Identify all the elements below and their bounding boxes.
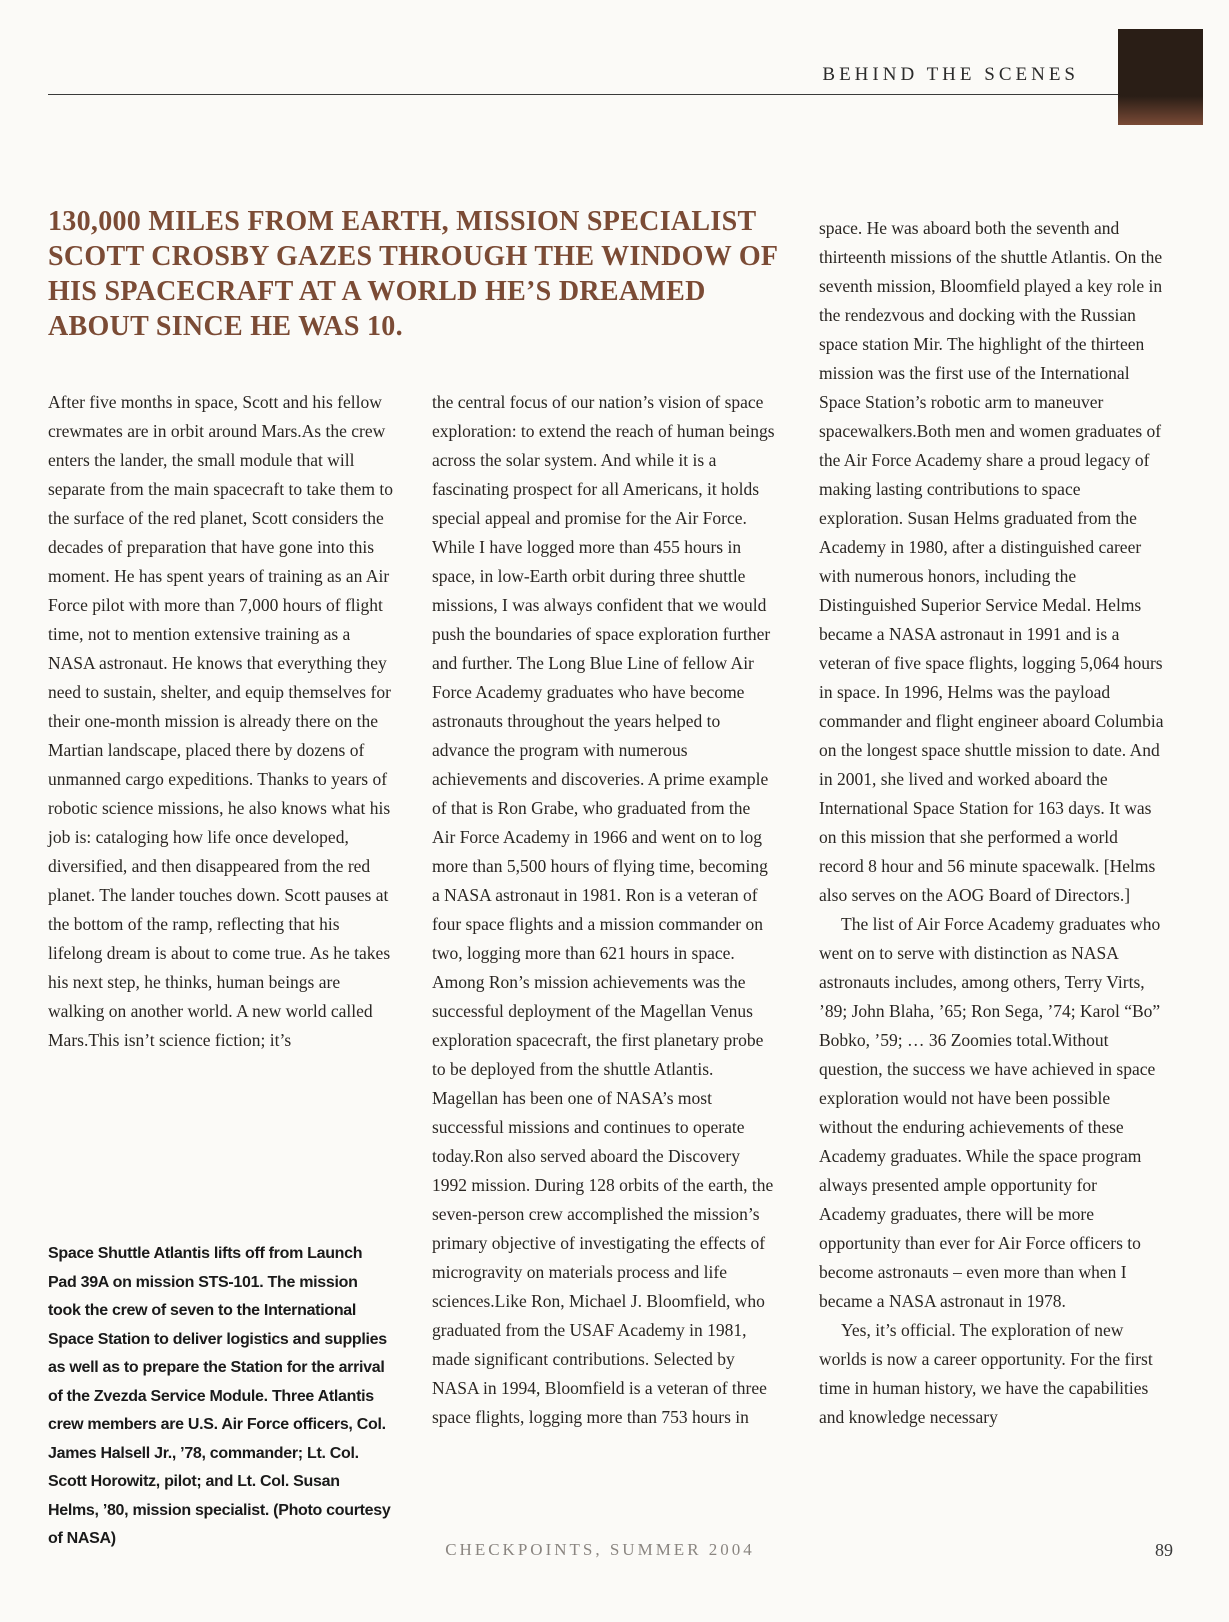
body-column-3 <box>819 214 1164 1432</box>
body-column-2 <box>432 388 777 1432</box>
body-paragraph: Yes, it’s official. The exploration of new worlds is now a career opportunity. For the first time in human history, we have the capabilities and knowledge necessary <box>819 1320 1153 1427</box>
article-headline: 130,000 MILES FROM EARTH, MISSION SPECIALIST SCOTT CROSBY GAZES THROUGH THE WINDOW OF HIS SPACECRAFT AT A WORLD HE’S DREAMED ABOUT SINCE HE WAS 10. <box>48 206 778 342</box>
body-column-1 <box>48 388 393 1055</box>
section-label: BEHIND THE SCENES <box>822 64 1079 85</box>
body-paragraph: After five months in space, Scott and his fellow crewmates are in orbit around Mars.As the crew enters the lander, the small module that will separate from the main spacecraft to take them to the surface of the red planet, Scott considers the decades of preparation that have gone into this moment. He has spent years of training as an Air Force pilot with more than 7,000 hours of flight time, not to mention extensive training as a NASA astronaut. He knows that everything they need to sustain, shelter, and equip themselves for their one-month mission is already there on the Martian landscape, placed there by dozens of unmanned cargo expeditions. Thanks to years of robotic science missions, he also knows what his job is: cataloging how life once developed, diversified, and then disappeared from the red planet. The lander touches down. Scott pauses at the bottom of the ramp, reflecting that his lifelong dream is about to come true. As he takes his next step, he thinks, human beings are walking on another world. A new world called Mars.This isn’t science fiction; it’s <box>48 392 393 1050</box>
publication-footer: CHECKPOINTS, SUMMER 2004 <box>445 1540 755 1559</box>
photo-caption: Space Shuttle Atlantis lifts off from Launch Pad 39A on mission STS-101. The mission took the crew of seven to the International Space Station to deliver logistics and supplies as well as to prepare the Station for the arrival of the Zvezda Service Module. Three Atlantis crew members are U.S. Air Force officers, Col. James Halsell Jr., ’78, commander; Lt. Col. Scott Horowitz, pilot; and Lt. Col. Susan Helms, ’80, mission specialist. (Photo courtesy of NASA) <box>48 1245 391 1547</box>
section-tab-marker <box>1118 29 1203 125</box>
page-number: 89 <box>1155 1540 1173 1560</box>
body-paragraph: the central focus of our nation’s vision of space exploration: to extend the reach of human beings across the solar system. And while it is a fascinating prospect for all Americans, it holds special appeal and promise for the Air Force. While I have logged more than 455 hours in space, in low-Earth orbit during three shuttle missions, I was always confident that we would push the boundaries of space exploration further and further. The Long Blue Line of fellow Air Force Academy graduates who have become astronauts throughout the years helped to advance the program with numerous achievements and discoveries. A prime example of that is Ron Grabe, who graduated from the Air Force Academy in 1966 and went on to log more than 5,500 hours of flying time, becoming a NASA astronaut in 1981. Ron is a veteran of four space flights and a mission commander on two, logging more than 621 hours in space. Among Ron’s mission achievements was the successful deployment of the Magellan Venus exploration spacecraft, the first planetary probe to be deployed from the shuttle Atlantis. Magellan has been one of NASA’s most successful missions and continues to operate today.Ron also served aboard the Discovery 1992 mission. During 128 orbits of the earth, the seven-person crew accomplished the mission’s primary objective of investigating the effects of microgravity on materials process and life sciences.Like Ron, Michael J. Bloomfield, who graduated from the USAF Academy in 1981, made significant contributions. Selected by NASA in 1994, Bloomfield is a veteran of three space flights, logging more than 753 hours in <box>432 392 775 1427</box>
body-paragraph: space. He was aboard both the seventh and thirteenth missions of the shuttle Atlantis. On the seventh mission, Bloomfield played a key role in the rendezvous and docking with the Russian space station Mir. The highlight of the thirteen mission was the first use of the International Space Station’s robotic arm to maneuver spacewalkers.Both men and women graduates of the Air Force Academy share a proud legacy of making lasting contributions to space exploration. Susan Helms graduated from the Academy in 1980, after a distinguished career with numerous honors, including the Distinguished Superior Service Medal. Helms became a NASA astronaut in 1991 and is a veteran of five space flights, logging 5,064 hours in space. In 1996, Helms was the payload commander and flight engineer aboard Columbia on the longest space shuttle mission to date. And in 2001, she lived and worked aboard the International Space Station for 163 days. It was on this mission that she performed a world record 8 hour and 56 minute spacewalk. [Helms also serves on the AOG Board of Directors.] <box>819 218 1164 905</box>
header-rule <box>48 94 1118 95</box>
body-paragraph: The list of Air Force Academy graduates who went on to serve with distinction as NASA astronauts includes, among others, Terry Virts, ’89; John Blaha, ’65; Ron Sega, ’74; Karol “Bo” Bobko, ’59; … 36 Zoomies total.Without question, the success we have achieved in space exploration would not have been possible without the enduring achievements of these Academy graduates. While the space program always presented ample opportunity for Academy graduates, there will be more opportunity than ever for Air Force officers to become astronauts – even more than when I became a NASA astronaut in 1978. <box>819 914 1161 1311</box>
